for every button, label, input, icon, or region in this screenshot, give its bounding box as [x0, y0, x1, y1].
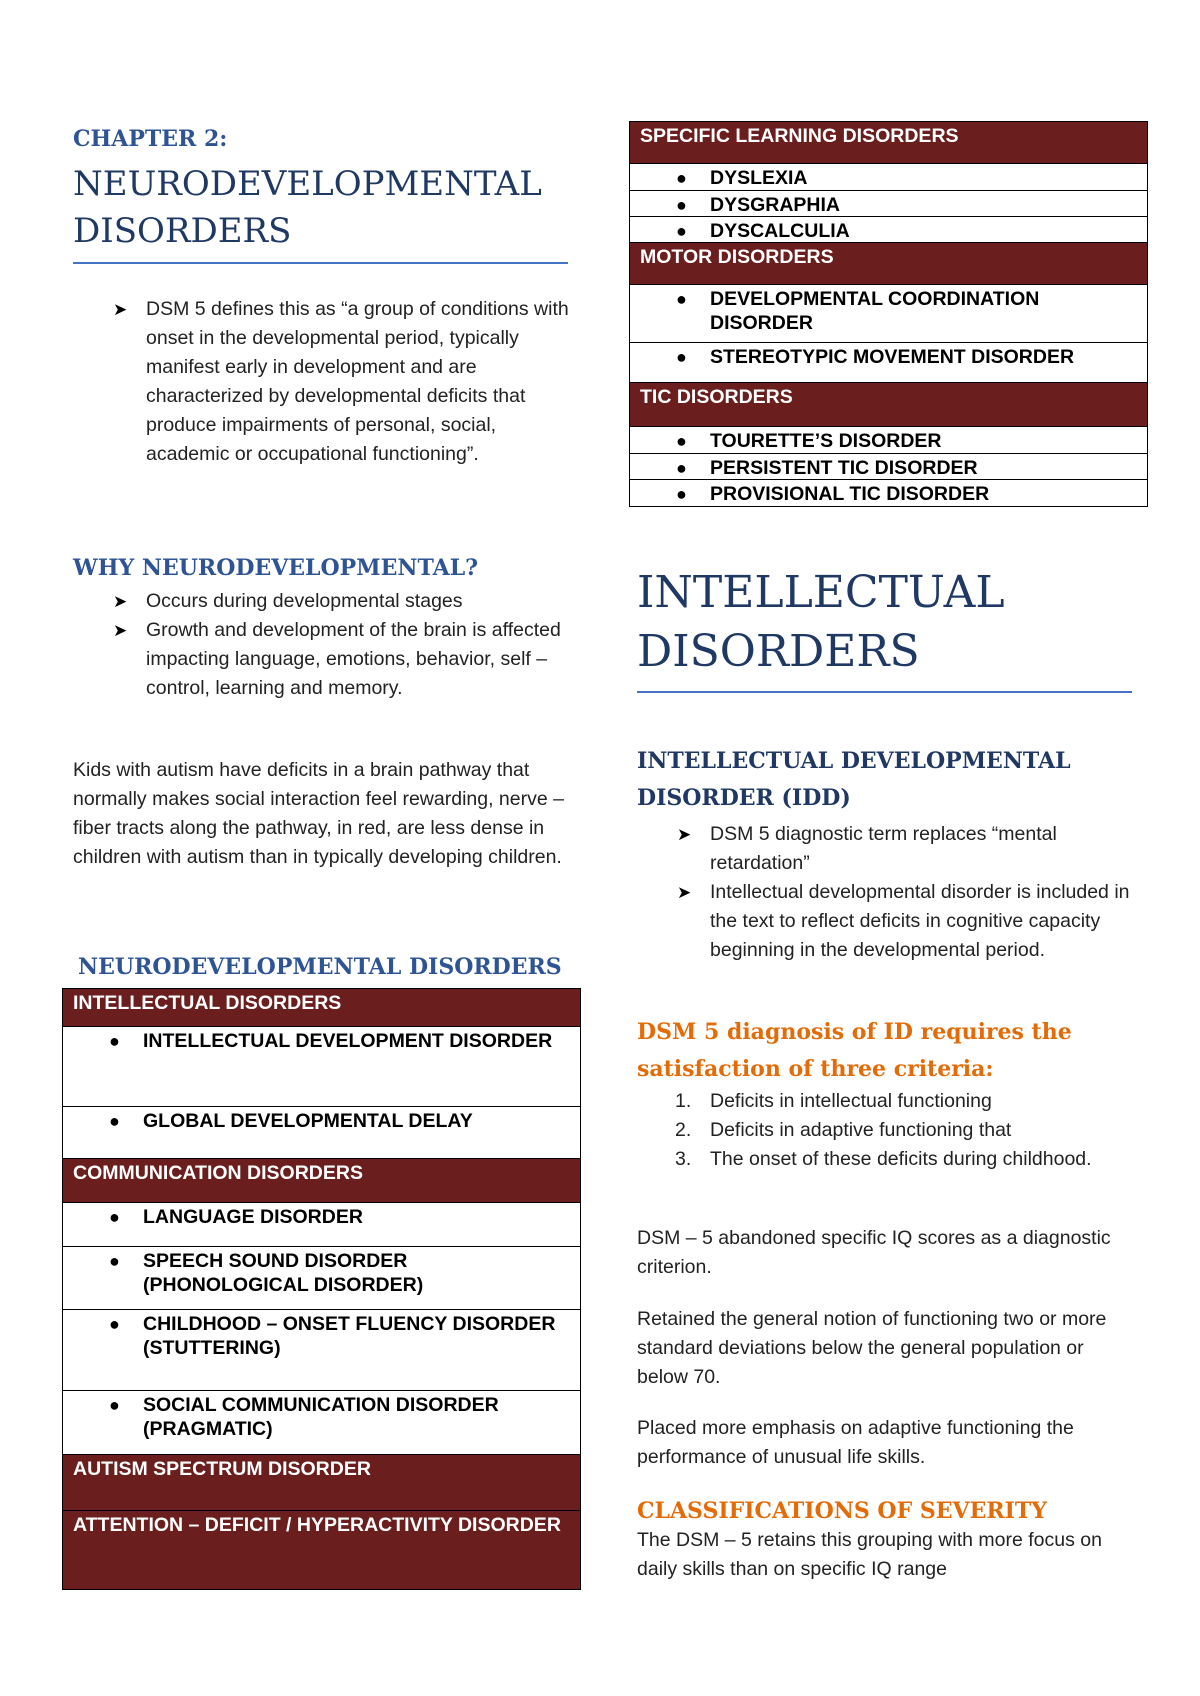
title-underline [73, 262, 568, 264]
idd-item: ➤ DSM 5 diagnostic term replaces “mental retardation” [637, 820, 1137, 878]
why-heading: WHY NEURODEVELOPMENTAL? [73, 555, 479, 581]
idd-heading-line2: DISORDER (IDD) [637, 785, 851, 811]
bullet-icon: ● [676, 221, 687, 241]
table-row: ● GLOBAL DEVELOPMENTAL DELAY [63, 1107, 580, 1159]
table-row: ● DYSCALCULIA [630, 217, 1147, 243]
why-item: ➤ Occurs during developmental stages [73, 587, 573, 616]
disorders-table-continued [629, 121, 1148, 507]
chapter-title-line1: NEURODEVELOPMENTAL [73, 164, 542, 204]
bullet-icon: ● [676, 484, 687, 504]
definition-list [73, 295, 583, 469]
table-row: ● STEREOTYPIC MOVEMENT DISORDER [630, 343, 1147, 383]
table-header-communication: COMMUNICATION DISORDERS [63, 1159, 580, 1203]
criteria-heading-line2: satisfaction of three criteria: [637, 1056, 994, 1082]
section-title-underline [637, 691, 1132, 693]
bullet-icon: ● [676, 347, 687, 367]
table-row: ● DYSLEXIA [630, 164, 1147, 191]
criteria-item: 1. Deficits in intellectual functioning [675, 1090, 992, 1112]
bullet-icon: ● [109, 1251, 120, 1271]
iq-paragraph: DSM – 5 abandoned specific IQ scores as a diagnostic criterion. [637, 1227, 1111, 1278]
table-row: ● PROVISIONAL TIC DISORDER [676, 483, 990, 505]
table-row: ● SOCIAL COMMUNICATION DISORDER (PRAGMATIC) [63, 1391, 580, 1455]
table-header-autism: AUTISM SPECTRUM DISORDER [63, 1455, 580, 1511]
criteria-list [637, 1087, 1117, 1174]
bullet-icon: ● [676, 289, 687, 309]
table-row: ● CHILDHOOD – ONSET FLUENCY DISORDER (STUTTERING) [63, 1310, 580, 1391]
why-item: ➤ Growth and development of the brain is affected impacting language, emotions, behavior, self – control, learning and memory. [73, 616, 573, 703]
adaptive-paragraph: Placed more emphasis on adaptive functioning the performance of unusual life skills. [637, 1417, 1074, 1468]
autism-paragraph: Kids with autism have deficits in a brain pathway that normally makes social interaction feel rewarding, nerve – fiber tracts along the pathway, in red, are less dense in children with autism than in typically developing children. [73, 759, 564, 868]
idd-list [637, 820, 1137, 965]
deviation-paragraph: Retained the general notion of functioning two or more standard deviations below the general population or below 70. [637, 1308, 1107, 1388]
bullet-icon: ● [109, 1314, 120, 1334]
section-title-line2: DISORDERS [637, 626, 920, 677]
table-header-motor: MOTOR DISORDERS [630, 243, 1147, 285]
criteria-item: 2. Deficits in adaptive functioning that [675, 1119, 1012, 1141]
severity-paragraph: The DSM – 5 retains this grouping with more focus on daily skills than on specific IQ range [637, 1529, 1102, 1580]
criteria-item: 3. The onset of these deficits during childhood. [675, 1148, 1092, 1170]
table-row: ● PERSISTENT TIC DISORDER [630, 454, 1147, 480]
table-header-tic: TIC DISORDERS [630, 383, 1147, 427]
neurodevelopmental-table [62, 988, 581, 1590]
idd-item: ➤ Intellectual developmental disorder is included in the text to reflect deficits in cognitive capacity beginning in the developmental period. [637, 878, 1137, 965]
table-row: ● INTELLECTUAL DEVELOPMENT DISORDER [63, 1027, 580, 1107]
table-row: ● TOURETTE’S DISORDER [630, 427, 1147, 454]
severity-heading: CLASSIFICATIONS OF SEVERITY [637, 1498, 1047, 1524]
table-row: ● DYSGRAPHIA [630, 191, 1147, 217]
bullet-icon: ● [109, 1111, 120, 1131]
criteria-heading-line1: DSM 5 diagnosis of ID requires the [637, 1019, 1072, 1045]
bullet-icon: ● [109, 1207, 120, 1227]
table-header-intellectual: INTELLECTUAL DISORDERS [63, 989, 580, 1027]
section-title-line1: INTELLECTUAL [637, 567, 1005, 618]
table-row: ● DEVELOPMENTAL COORDINATION DISORDER [630, 285, 1147, 343]
idd-heading-line1: INTELLECTUAL DEVELOPMENTAL [637, 748, 1071, 774]
bullet-icon: ● [676, 431, 687, 451]
bullet-icon: ● [109, 1031, 120, 1051]
chapter-title-line2: DISORDERS [73, 211, 292, 251]
table-row: ● LANGUAGE DISORDER [63, 1203, 580, 1247]
bullet-icon: ● [676, 168, 687, 188]
bullet-icon: ● [109, 1395, 120, 1415]
table-heading: NEURODEVELOPMENTAL DISORDERS [78, 954, 562, 980]
bullet-icon: ● [676, 195, 687, 215]
definition-item: ➤ DSM 5 defines this as “a group of conditions with onset in the developmental period, typically manifest early in development and are characterized by developmental deficits that produce impairments of personal, social, academic or occupational functioning”. [73, 295, 583, 469]
table-header-learning: SPECIFIC LEARNING DISORDERS [630, 122, 1147, 164]
table-header-adhd: ATTENTION – DEFICIT / HYPERACTIVITY DISORDER [63, 1511, 580, 1589]
bullet-icon: ● [676, 458, 687, 478]
table-row: ● SPEECH SOUND DISORDER (PHONOLOGICAL DISORDER) [63, 1247, 580, 1310]
why-list [73, 587, 573, 703]
chapter-label: CHAPTER 2: [73, 126, 228, 152]
